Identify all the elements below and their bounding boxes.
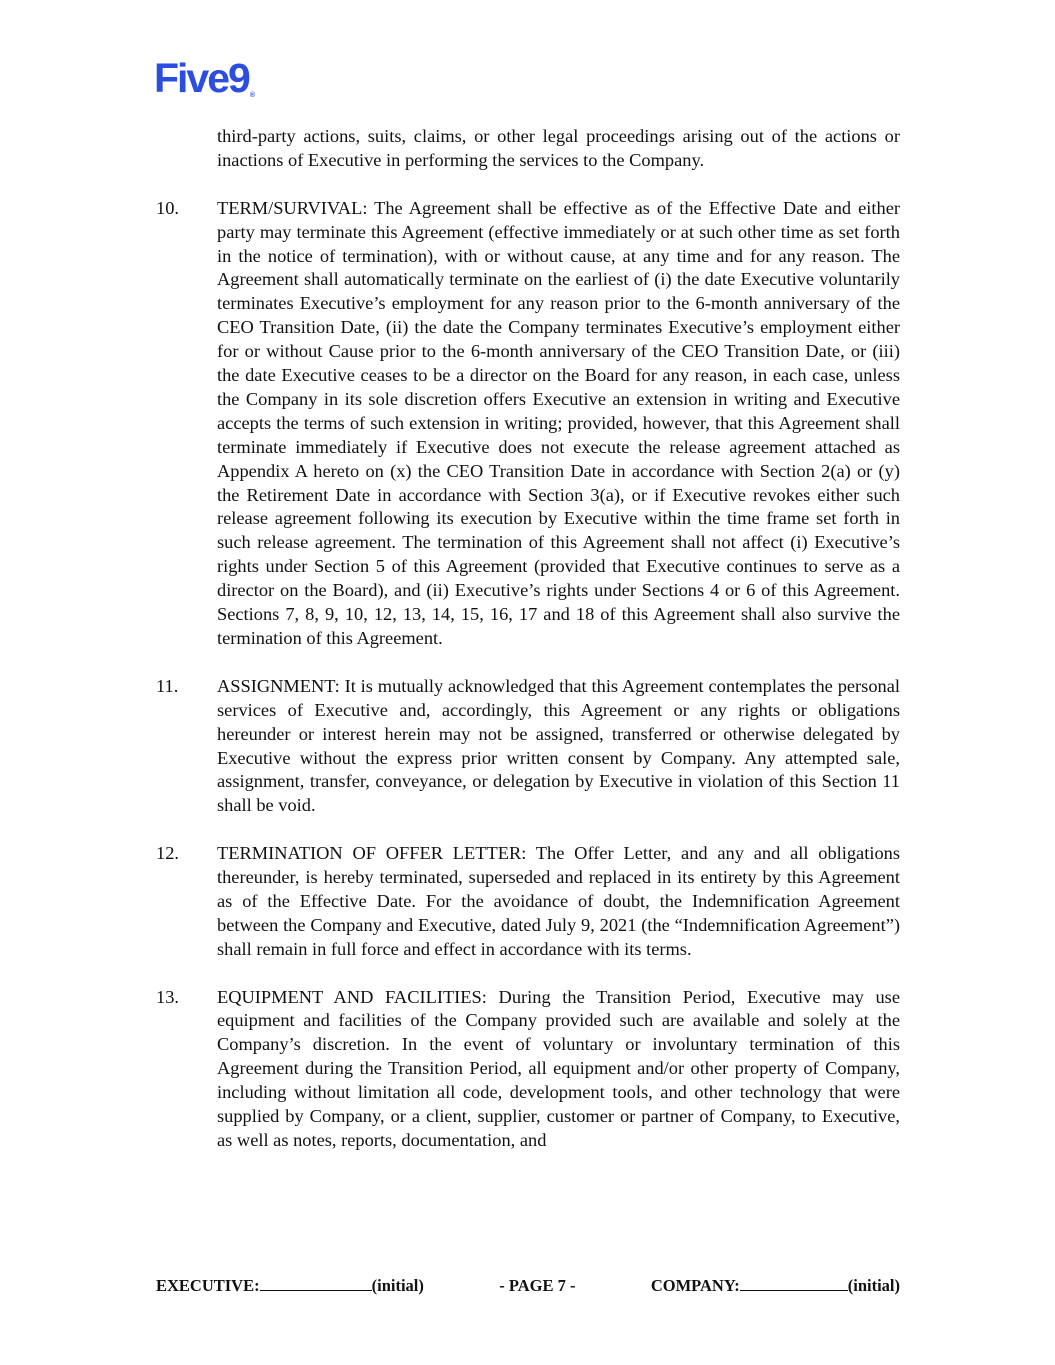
page-number: - PAGE 7 - (499, 1276, 576, 1295)
section-number: 13. (156, 986, 179, 1007)
continuation-paragraph: third-party actions, suits, claims, or other legal proceedings arising out of the actions or inactions of Executive in performing the services to the Company. (217, 126, 900, 170)
section-13 (156, 986, 900, 1153)
company-initial-field (651, 1276, 900, 1296)
executive-label: EXECUTIVE: (156, 1276, 260, 1295)
executive-initial-field (156, 1276, 424, 1296)
company-label: COMPANY: (650, 1276, 740, 1295)
section-number: 11. (156, 675, 179, 696)
company-initial-suffix: (initial) (847, 1276, 900, 1295)
executive-initial-suffix: (initial) (371, 1276, 424, 1295)
section-number: 10. (156, 197, 179, 218)
section-10 (156, 197, 900, 651)
page-footer (156, 1276, 900, 1296)
section-text: TERM/SURVIVAL: The Agreement shall be effective as of the Effective Date and either party may terminate this Agreement (effective immediately or at such other time as set forth in the notice of termination), with or without cause, at any time and for any reason. The Agreement shall automatically terminate on the earliest of (i) the date Executive voluntarily terminates Executive’s employment for any reason prior to the 6-month anniversary of the CEO Transition Date, (ii) the date the Company terminates Executive’s employment either for or without Cause prior to the 6-month anniversary of the CEO Transition Date, or (iii) the date Executive ceases to be a director on the Board for any reason, in each case, unless the Company in its sole discretion offers Executive an extension in writing and Executive accepts the terms of such extension in writing; provided, however, that this Agreement shall terminate immediately if Executive does not execute the release agreement attached as Appendix A hereto on (x) the CEO Transition Date in accordance with Section 2(a) or (y) the Retirement Date in accordance with Section 3(a), or if Executive revokes either such release agreement following its execution by Executive within the time frame set forth in such release agreement. The termination of this Agreement shall not affect (i) Executive’s rights under Section 5 of this Agreement (provided that Executive continues to serve as a director on the Board), and (ii) Executive’s rights under Sections 4 or 6 of this Agreement. Sections 7, 8, 9, 10, 12, 13, 14, 15, 16, 17 and 18 of this Agreement shall also survive the termination of this Agreement. (217, 197, 900, 649)
section-12 (156, 842, 900, 962)
section-text: ASSIGNMENT: It is mutually acknowledged that this Agreement contemplates the personal services of Executive and, accordingly, this Agreement or any rights or obligations hereunder or interest herein may not be assigned, transferred or otherwise delegated by Executive without the express prior written consent by Company. Any attempted sale, assignment, transfer, conveyance, or delegation by Executive in violation of this Section 11 shall be void. (217, 675, 900, 816)
logo-text: Five9 (154, 55, 249, 101)
five9-logo (154, 55, 256, 101)
section-number: 12. (156, 843, 179, 864)
registered-mark: ® (249, 92, 256, 99)
company-initial-line (740, 1276, 848, 1291)
section-text: EQUIPMENT AND FACILITIES: During the Transition Period, Executive may use equipment and facilities of the Company provided such are available and solely at the Company’s discretion. In the event of voluntary or involuntary termination of this Agreement during the Transition Period, all equipment and/or other property of Company, including without limitation all code, development tools, and other technology that were supplied by Company, or a client, supplier, customer or partner of Company, to Executive, as well as notes, reports, documentation, and (217, 986, 900, 1150)
section-text: TERMINATION OF OFFER LETTER: The Offer Letter, and any and all obligations thereunder, is hereby terminated, superseded and replaced in its entirety by this Agreement as of the Effective Date. For the avoidance of doubt, the Indemnification Agreement between the Company and Executive, dated July 9, 2021 (the “Indemnification Agreement”) shall remain in full force and effect in accordance with its terms. (217, 843, 900, 959)
document-body (156, 125, 900, 1177)
section-11 (156, 675, 900, 818)
executive-initial-line (260, 1276, 372, 1291)
